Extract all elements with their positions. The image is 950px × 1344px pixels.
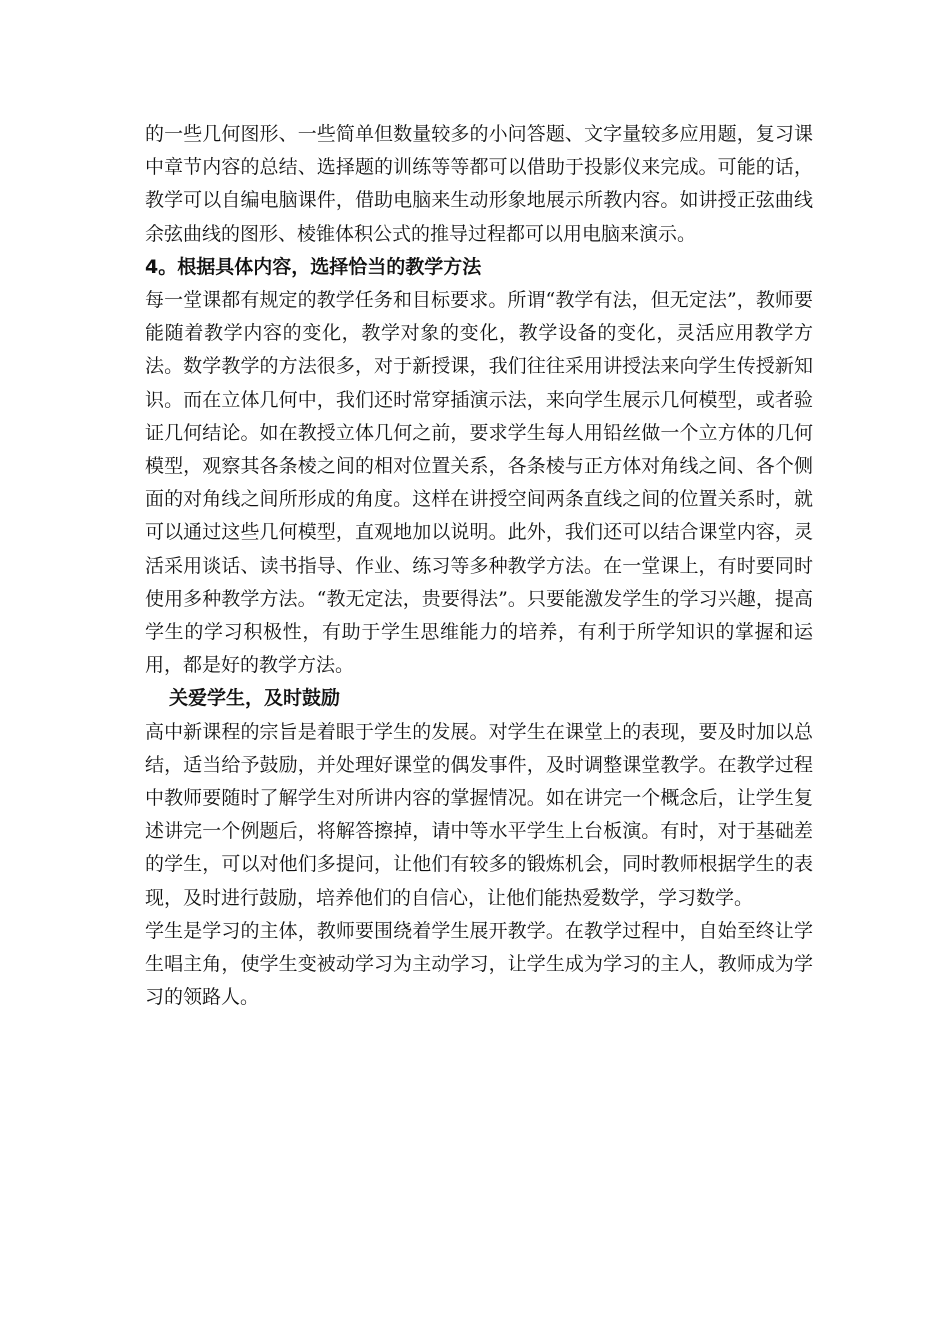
document-page — [145, 118, 813, 1014]
section-heading-teaching-methods: 4。根据具体内容，选择恰当的教学方法 — [145, 255, 482, 278]
section-heading-care-students: 关爱学生，及时鼓励 — [169, 687, 341, 710]
paragraph-teaching-methods: 每一堂课都有规定的教学任务和目标要求。所谓“教学有法，但无定法”，教师要能随着教学内容的变化，教学对象的变化，教学设备的变化，灵活应用教学方法。数学教学的方法很多，对于新授课，我们往往采用讲授法来向学生传授新知识。而在立体几何中，我们还时常穿插演示法，来向学生展示几何模型，或者验证几何结论。如在教授立体几何之前，要求学生每人用铅丝做一个立方体的几何模型，观察其各条棱之间的相对位置关系，各条棱与正方体对角线之间、各个侧面的对角线之间所形成的角度。这样在讲授空间两条直线之间的位置关系时，就可以通过这些几何模型，直观地加以说明。此外，我们还可以结合课堂内容，灵活采用谈话、读书指导、作业、练习等多种教学方法。在一堂课上，有时要同时使用多种教学方法。“教无定法，贵要得法”。只要能激发学生的学习兴趣，提高学生的学习积极性，有助于学生思维能力的培养，有利于所学知识的掌握和运用，都是好的教学方法。 — [145, 289, 813, 677]
paragraph-projector-usage: 的一些几何图形、一些简单但数量较多的小问答题、文字量较多应用题，复习课中章节内容的总结、选择题的训练等等都可以借助于投影仪来完成。可能的话，教学可以自编电脑课件，借助电脑来生动形象地展示所教内容。如讲授正弦曲线余弦曲线的图形、棱锥体积公式的推导过程都可以用电脑来演示。 — [145, 123, 813, 245]
paragraph-encourage-students: 高中新课程的宗旨是着眼于学生的发展。对学生在课堂上的表现，要及时加以总结，适当给予鼓励，并处理好课堂的偶发事件，及时调整课堂教学。在教学过程中教师要随时了解学生对所讲内容的掌握情况。如在讲完一个概念后，让学生复述讲完一个例题后，将解答擦掉，请中等水平学生上台板演。有时，对于基础差的学生，可以对他们多提问，让他们有较多的锻炼机会，同时教师根据学生的表现，及时进行鼓励，培养他们的自信心，让他们能热爱数学，学习数学。 — [145, 720, 813, 909]
paragraph-student-centered: 学生是学习的主体，教师要围绕着学生展开教学。在教学过程中，自始至终让学生唱主角，使学生变被动学习为主动学习，让学生成为学习的主人，教师成为学习的领路人。 — [145, 919, 813, 1009]
